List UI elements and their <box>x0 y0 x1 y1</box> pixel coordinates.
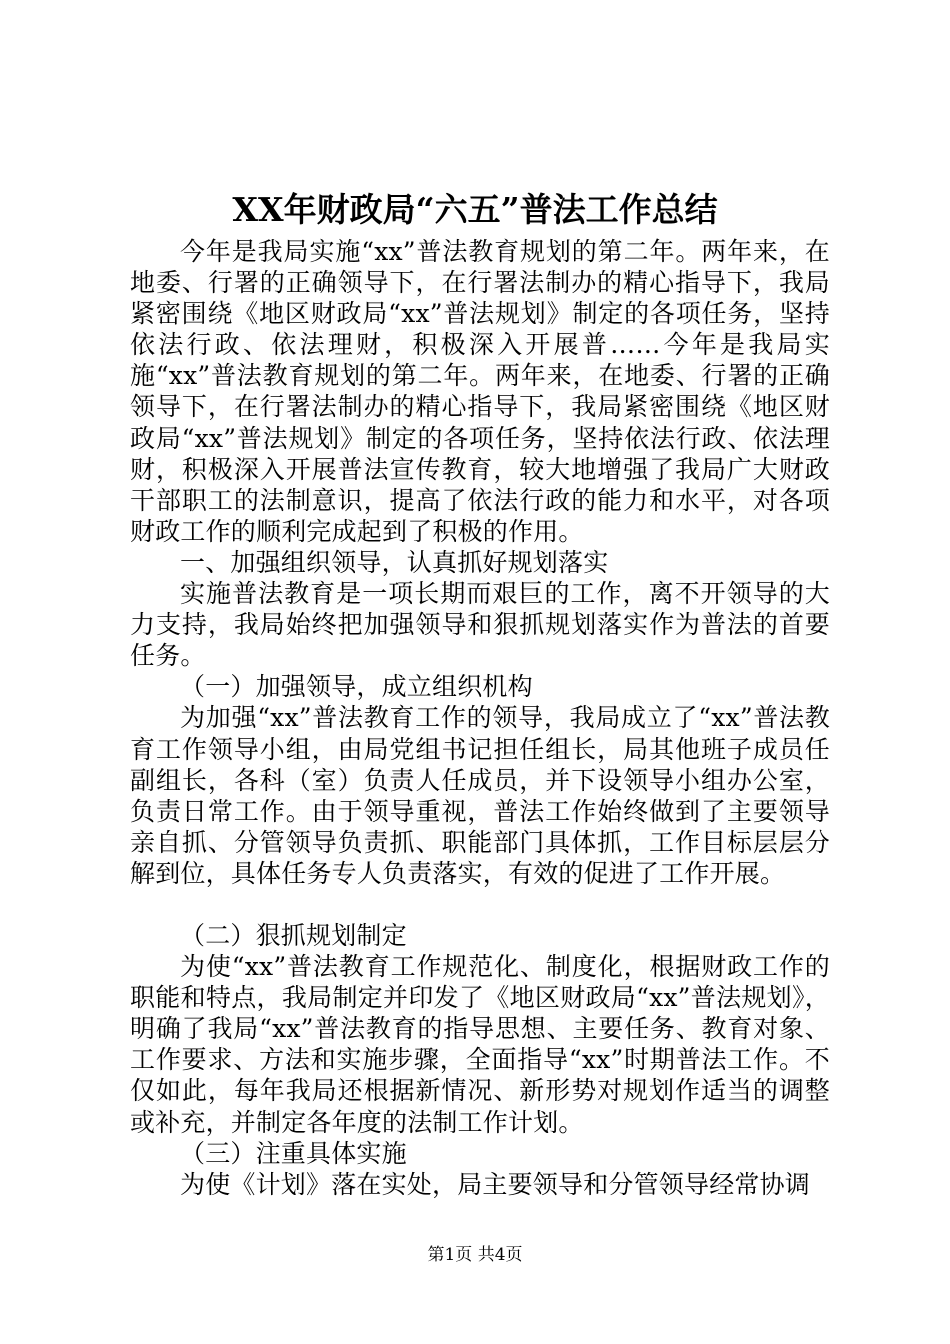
paragraph-gap <box>130 889 830 920</box>
section-heading-1: 一、加强组织领导，认真抓好规划落实 <box>180 547 609 577</box>
subsection-2-paragraph: 为使“xx”普法教育工作规范化、制度化，根据财政工作的职能和特点，我局制定并印发了《地区财政局“xx”普法规划》，明确了我局“xx”普法教育的指导思想、主要任务、教育对象、工作要求、方法和实施步骤，全面指导“xx”时期普法工作。不仅如此，每年我局还根据新情况、新形势对规划作适当的调整或补充，并制定各年度的法制工作计划。 <box>130 952 830 1137</box>
intro-paragraph: 今年是我局实施“xx”普法教育规划的第二年。两年来，在地委、行署的正确领导下，在行署法制办的精心指导下，我局紧密围绕《地区财政局“xx”普法规划》制定的各项任务，坚持依法行政、依法理财，积极深入开展普……今年是我局实施“xx”普法教育规划的第二年。两年来，在地委、行署的正确领导下，在行署法制办的精心指导下，我局紧密围绕《地区财政局“xx”普法规划》制定的各项任务，坚持依法行政、依法理财，积极深入开展普法宣传教育，较大地增强了我局广大财政干部职工的法制意识，提高了依法行政的能力和水平，对各项财政工作的顺利完成起到了积极的作用。 <box>130 237 830 546</box>
subsection-heading-2: （二）狠抓规划制定 <box>180 920 407 950</box>
page-footer: 第1页 共4页 <box>427 1245 523 1265</box>
subsection-heading-1: （一）加强领导，成立组织机构 <box>180 672 533 702</box>
document-body <box>130 236 830 1200</box>
subsection-heading-3: （三）注重具体实施 <box>180 1138 407 1168</box>
subsection-1-paragraph: 为加强“xx”普法教育工作的领导，我局成立了“xx”普法教育工作领导小组，由局党组书记担任组长，局其他班子成员任副组长，各科（室）负责人任成员，并下设领导小组办公室，负责日常工作。由于领导重视，普法工作始终做到了主要领导亲自抓、分管领导负责抓、职能部门具体抓，工作目标层层分解到位，具体任务专人负责落实，有效的促进了工作开展。 <box>130 703 830 888</box>
subsection-3-paragraph: 为使《计划》落在实处，局主要领导和分管领导经常协调 <box>180 1169 811 1199</box>
section-1-paragraph: 实施普法教育是一项长期而艰巨的工作，离不开领导的大力支持，我局始终把加强领导和狠抓规划落实作为普法的首要任务。 <box>130 579 830 671</box>
document-title: XX年财政局“六五”普法工作总结 <box>232 190 718 229</box>
